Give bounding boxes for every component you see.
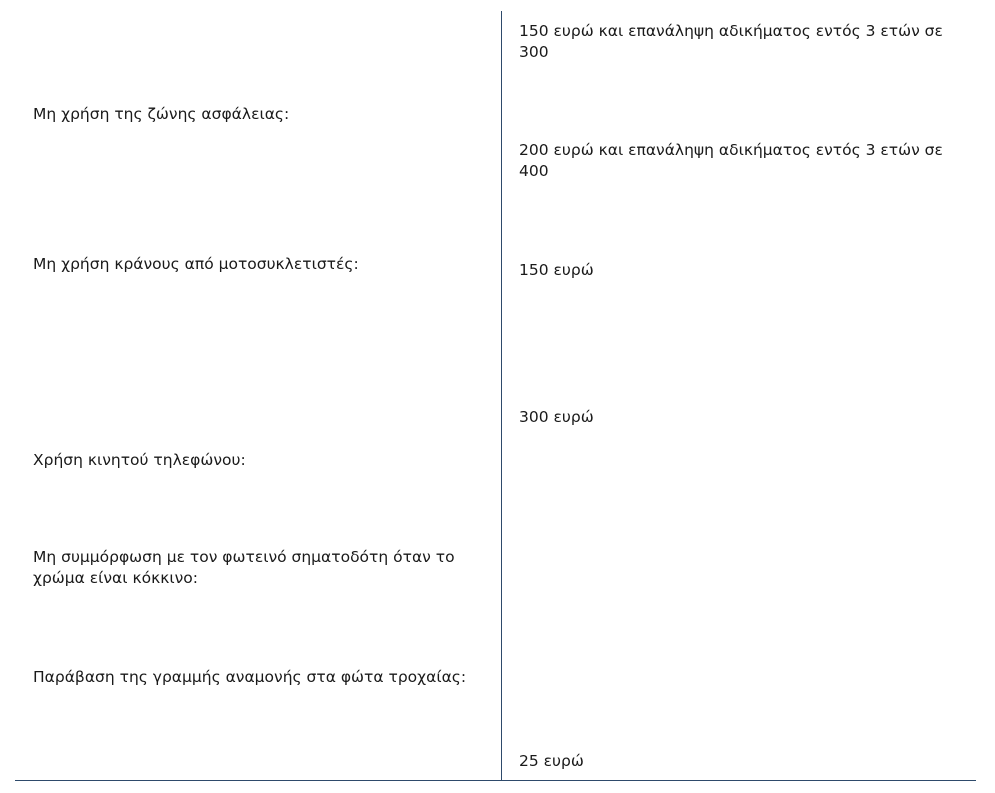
fine-mobile-phone: 150 ευρώ bbox=[519, 261, 594, 279]
offense-mobile-phone: Χρήση κινητού τηλεφώνου: bbox=[33, 451, 246, 469]
offense-seatbelt: Μη χρήση της ζώνης ασφάλειας: bbox=[33, 105, 290, 123]
fine-helmet: 200 ευρώ και επανάληψη αδικήματος εντός 3 ετών σε 400 bbox=[519, 141, 943, 180]
fine-seatbelt: 150 ευρώ και επανάληψη αδικήματος εντός 3 ετών σε 300 bbox=[519, 22, 943, 61]
fine-red-light: 300 ευρώ bbox=[519, 408, 594, 426]
offense-helmet: Μη χρήση κράνους από μοτοσυκλετιστές: bbox=[33, 255, 359, 273]
offense-stop-line: Παράβαση της γραμμής αναμονής στα φώτα τροχαίας: bbox=[33, 668, 467, 686]
table-bottom-border bbox=[15, 780, 976, 781]
fine-stop-line: 25 ευρώ bbox=[519, 752, 584, 770]
offense-red-light: Μη συμμόρφωση με τον φωτεινό σηματοδότη όταν το χρώμα είναι κόκκινο: bbox=[33, 548, 455, 587]
column-divider bbox=[501, 11, 502, 780]
